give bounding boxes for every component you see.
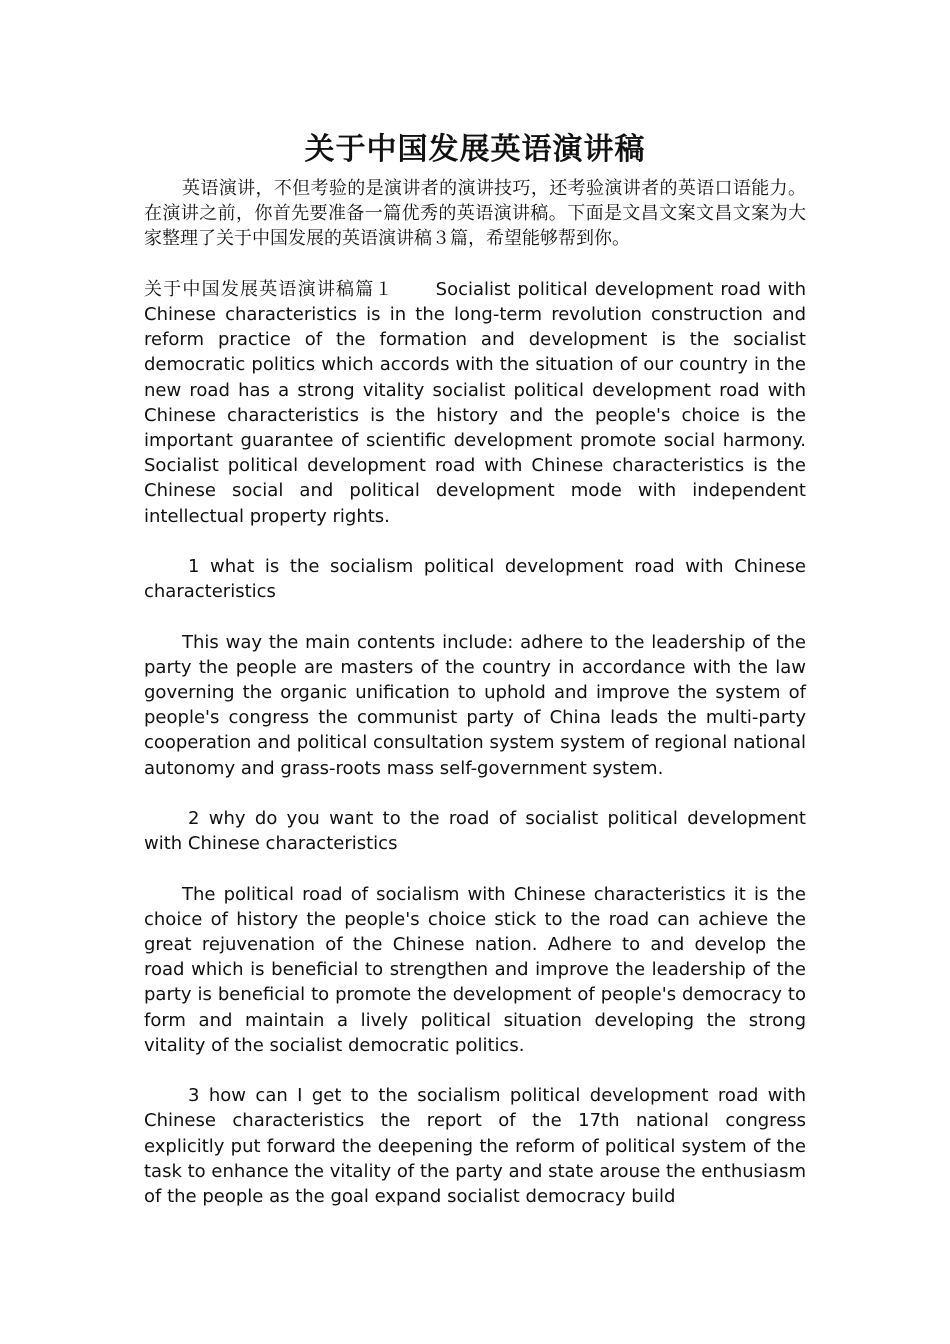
document-page <box>144 130 806 1209</box>
intro-paragraph: 英语演讲，不但考验的是演讲者的演讲技巧，还考验演讲者的英语口语能力。在演讲之前，你首先要准备一篇优秀的英语演讲稿。下面是文昌文案文昌文案为大家整理了关于中国发展的英语演讲稿３篇，希望能够帮到你。 <box>144 178 806 250</box>
point-1-body: This way the main contents include: adhere to the leadership of the party the people are masters of the country in accordance with the law governing the organic unification to uphold and improve the system of people's congress the communist party of China leads the multi-party cooperation and political consultation system system of regional national autonomy and grass-roots mass self-government system. <box>144 631 806 779</box>
paragraph-gap <box>144 252 806 277</box>
paragraph-gap <box>144 856 806 881</box>
point-3-body: 3 how can I get to the socialism political development road with Chinese characteristics the report of the 17th national congress explicitly put forward the deepening the reform of political system of the task to enhance the vitality of the party and state arouse the enthusiasm of the people as the goal expand socialist democracy build <box>144 1085 806 1208</box>
section-1-label: 关于中国发展英语演讲稿篇１ <box>144 278 394 300</box>
point-2-body: The political road of socialism with Chinese characteristics it is the choice of history the people's choice stick to the road can achieve the great rejuvenation of the Chinese nation. Adhere to and develop the road which is beneficial to strengthen and improve the leadership of the party is beneficial to promote the development of people's democracy to form and maintain a lively political situation developing the strong vitality of the socialist democratic politics. <box>144 883 806 1056</box>
paragraph-gap <box>144 604 806 629</box>
paragraph-gap <box>144 781 806 806</box>
paragraph-gap <box>144 1058 806 1083</box>
point-1-heading: 1 what is the socialism political development road with Chinese characteristics <box>144 556 806 603</box>
paragraph-gap <box>144 529 806 554</box>
section-1-text: Socialist political development road with Chinese characteristics is in the long-term revolution construction and reform practice of the formation and development is the socialist democratic politics which accords with the situation of our country in the new road has a strong vitality socialist political development road with Chinese characteristics is the history and the people's choice is the important guarantee of scientific development promote social harmony. Socialist political development road with Chinese characteristics is the Chinese social and political development mode with independent intellectual property rights. <box>144 278 806 527</box>
document-title: 关于中国发展英语演讲稿 <box>304 132 646 167</box>
point-2-heading: 2 why do you want to the road of socialist political development with Chinese characteristics <box>144 808 806 855</box>
section-1-paragraph <box>144 277 806 529</box>
